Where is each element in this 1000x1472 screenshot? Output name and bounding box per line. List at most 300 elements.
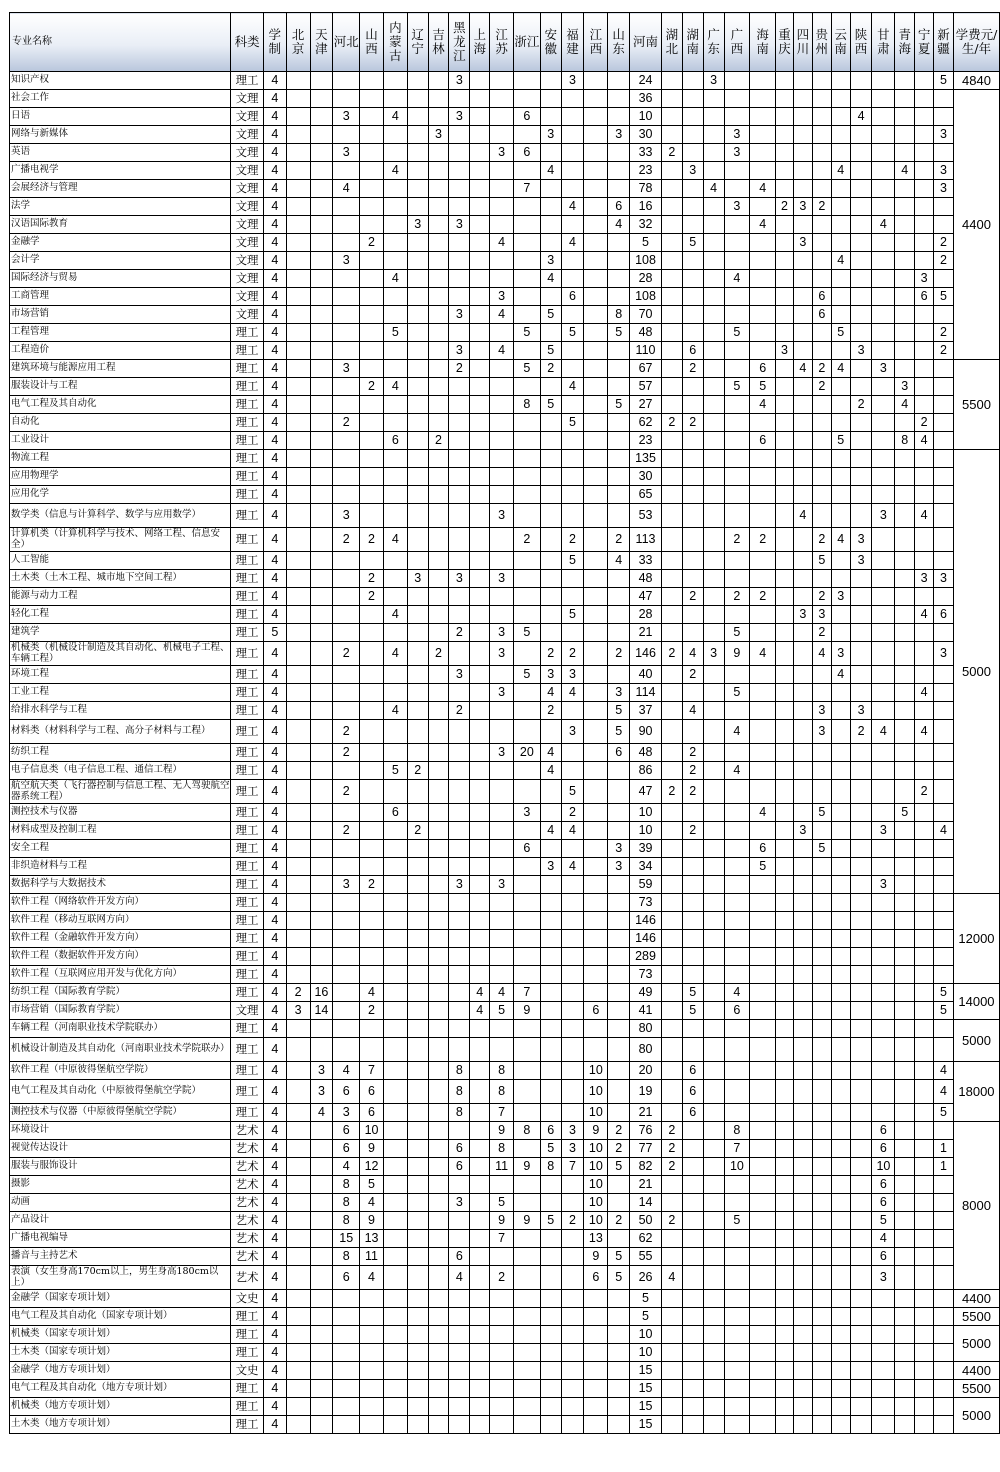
empty-cell [470,504,490,528]
years-cell: 4 [263,486,286,504]
years-cell: 4 [263,1344,286,1362]
empty-cell [812,948,831,966]
empty-cell [812,1002,831,1020]
empty-cell [383,912,407,930]
empty-cell [872,984,895,1002]
quota-cell: 4 [750,180,776,198]
empty-cell [793,1344,812,1362]
empty-cell [850,804,872,822]
empty-cell [776,1002,794,1020]
empty-cell [428,780,449,804]
quota-cell: 86 [630,762,662,780]
empty-cell [895,822,915,840]
empty-cell [608,288,630,306]
years-cell: 4 [263,288,286,306]
quota-cell: 13 [584,1230,608,1248]
empty-cell [407,198,428,216]
empty-cell [776,1158,794,1176]
quota-cell: 9 [490,1212,514,1230]
quota-cell: 5 [682,1002,703,1020]
empty-cell [661,858,682,876]
column-header-province: 安徽 [540,13,561,72]
empty-cell [724,702,750,720]
empty-cell [661,822,682,840]
empty-cell [407,504,428,528]
empty-cell [514,414,541,432]
years-cell: 4 [263,1212,286,1230]
quota-cell: 73 [630,966,662,984]
empty-cell [895,414,915,432]
empty-cell [831,1176,850,1194]
quota-cell: 6 [514,108,541,126]
table-row [10,1230,1000,1248]
empty-cell [470,966,490,984]
empty-cell [776,252,794,270]
empty-cell [812,126,831,144]
quota-cell: 10 [584,1212,608,1230]
empty-cell [286,234,310,252]
empty-cell [407,72,428,90]
empty-cell [682,528,703,552]
empty-cell [812,1248,831,1266]
quota-cell: 34 [630,858,662,876]
empty-cell [812,108,831,126]
table-row [10,1362,1000,1380]
empty-cell [286,624,310,642]
empty-cell [383,180,407,198]
empty-cell [540,984,561,1002]
empty-cell [682,396,703,414]
empty-cell [872,180,895,198]
empty-cell [724,1104,750,1122]
empty-cell [407,324,428,342]
empty-cell [793,432,812,450]
quota-cell: 2 [333,414,360,432]
empty-cell [831,606,850,624]
category-cell: 艺术 [231,1248,264,1266]
empty-cell [407,984,428,1002]
quota-cell: 2 [682,744,703,762]
quota-cell: 39 [630,840,662,858]
empty-cell [934,684,954,702]
empty-cell [793,1080,812,1104]
empty-cell [310,1416,333,1434]
empty-cell [470,822,490,840]
empty-cell [428,720,449,744]
empty-cell [915,126,934,144]
quota-cell: 5 [561,780,584,804]
empty-cell [682,858,703,876]
empty-cell [608,912,630,930]
major-name-cell: 土木类（国家专项计划） [10,1344,231,1362]
empty-cell [934,1266,954,1290]
empty-cell [449,840,470,858]
empty-cell [333,948,360,966]
major-name-cell: 测控技术与仪器（中原彼得堡航空学院） [10,1104,231,1122]
category-cell: 理工 [231,762,264,780]
empty-cell [540,1194,561,1212]
quota-cell: 10 [584,1194,608,1212]
empty-cell [428,1020,449,1038]
empty-cell [449,912,470,930]
empty-cell [514,288,541,306]
empty-cell [286,702,310,720]
quota-cell: 6 [872,1248,895,1266]
empty-cell [682,450,703,468]
empty-cell [934,858,954,876]
empty-cell [895,324,915,342]
major-name-cell: 表演（女生身高170cm以上，男生身高180cm以上） [10,1266,231,1290]
empty-cell [286,72,310,90]
empty-cell [608,762,630,780]
quota-cell: 4 [540,162,561,180]
empty-cell [360,1290,384,1308]
empty-cell [661,588,682,606]
empty-cell [584,1308,608,1326]
category-cell: 理工 [231,840,264,858]
empty-cell [470,1194,490,1212]
empty-cell [540,840,561,858]
empty-cell [383,894,407,912]
empty-cell [584,72,608,90]
empty-cell [750,1398,776,1416]
quota-cell: 3 [703,642,724,666]
empty-cell [776,1212,794,1230]
empty-cell [608,1344,630,1362]
empty-cell [449,504,470,528]
category-cell: 文理 [231,198,264,216]
quota-cell: 4 [540,822,561,840]
years-cell: 4 [263,414,286,432]
quota-cell: 20 [630,1062,662,1080]
years-cell: 4 [263,804,286,822]
empty-cell [470,528,490,552]
empty-cell [895,780,915,804]
empty-cell [703,252,724,270]
empty-cell [383,822,407,840]
empty-cell [286,930,310,948]
category-cell: 理工 [231,1104,264,1122]
empty-cell [750,876,776,894]
empty-cell [872,762,895,780]
quota-cell: 2 [333,720,360,744]
quota-cell: 5 [750,858,776,876]
empty-cell [703,1308,724,1326]
table-row [10,126,1000,144]
empty-cell [793,1308,812,1326]
empty-cell [812,930,831,948]
quota-cell: 8 [333,1194,360,1212]
empty-cell [428,252,449,270]
quota-cell: 2 [608,1122,630,1140]
empty-cell [812,684,831,702]
empty-cell [682,198,703,216]
years-cell: 4 [263,744,286,762]
empty-cell [333,1344,360,1362]
quota-cell: 21 [630,624,662,642]
header-row [10,13,1000,72]
years-cell: 4 [263,570,286,588]
empty-cell [776,360,794,378]
empty-cell [872,684,895,702]
empty-cell [428,822,449,840]
empty-cell [333,162,360,180]
empty-cell [286,360,310,378]
empty-cell [682,1362,703,1380]
empty-cell [934,378,954,396]
empty-cell [286,876,310,894]
empty-cell [793,894,812,912]
quota-cell: 37 [630,702,662,720]
quota-cell: 5 [608,1248,630,1266]
empty-cell [561,1248,584,1266]
empty-cell [490,198,514,216]
quota-cell: 15 [630,1416,662,1434]
quota-cell: 4 [872,216,895,234]
empty-cell [895,912,915,930]
quota-cell: 4 [383,702,407,720]
empty-cell [514,858,541,876]
empty-cell [703,1266,724,1290]
empty-cell [915,588,934,606]
major-name-cell: 机械类（机械设计制造及其自动化、机械电子工程、车辆工程） [11,642,230,664]
empty-cell [286,1176,310,1194]
empty-cell [895,1344,915,1362]
quota-cell: 3 [934,126,954,144]
empty-cell [383,144,407,162]
empty-cell [776,288,794,306]
quota-cell: 3 [540,252,561,270]
quota-cell: 289 [630,948,662,966]
quota-cell: 4 [793,504,812,528]
empty-cell [514,720,541,744]
empty-cell [428,180,449,198]
empty-cell [584,570,608,588]
empty-cell [895,552,915,570]
empty-cell [561,1380,584,1398]
empty-cell [470,414,490,432]
empty-cell [449,288,470,306]
table-row [10,108,1000,126]
years-cell: 4 [263,1380,286,1398]
empty-cell [360,414,384,432]
empty-cell [428,1002,449,1020]
empty-cell [750,1062,776,1080]
empty-cell [286,1290,310,1308]
fee-cell: 4400 [953,1362,999,1380]
empty-cell [407,1416,428,1434]
empty-cell [872,744,895,762]
quota-cell: 6 [333,1080,360,1104]
empty-cell [831,1266,850,1290]
empty-cell [514,306,541,324]
empty-cell [812,1326,831,1344]
empty-cell [812,1122,831,1140]
category-cell: 理工 [231,894,264,912]
empty-cell [428,984,449,1002]
empty-cell [470,468,490,486]
empty-cell [872,1308,895,1326]
empty-cell [470,108,490,126]
empty-cell [934,912,954,930]
empty-cell [831,966,850,984]
empty-cell [872,666,895,684]
empty-cell [310,1326,333,1344]
empty-cell [407,1212,428,1230]
empty-cell [812,1290,831,1308]
empty-cell [831,684,850,702]
empty-cell [310,1398,333,1416]
quota-cell: 10 [630,804,662,822]
empty-cell [449,1002,470,1020]
table-row [10,624,1000,642]
empty-cell [915,702,934,720]
empty-cell [793,1122,812,1140]
table-body [10,72,1000,1434]
empty-cell [915,180,934,198]
empty-cell [661,840,682,858]
empty-cell [750,1416,776,1434]
quota-cell: 4 [724,984,750,1002]
quota-cell: 4 [915,504,934,528]
empty-cell [407,414,428,432]
empty-cell [831,288,850,306]
empty-cell [703,552,724,570]
empty-cell [915,1380,934,1398]
category-cell: 文理 [231,126,264,144]
empty-cell [776,468,794,486]
quota-cell: 3 [333,1104,360,1122]
empty-cell [407,1266,428,1290]
empty-cell [514,822,541,840]
empty-cell [915,1248,934,1266]
empty-cell [310,306,333,324]
major-name-cell: 国际经济与贸易 [10,270,231,288]
empty-cell [750,1362,776,1380]
enrollment-plan-table [9,12,1000,1434]
empty-cell [561,624,584,642]
empty-cell [428,270,449,288]
empty-cell [490,126,514,144]
category-cell: 理工 [231,552,264,570]
empty-cell [703,684,724,702]
category-cell: 理工 [231,822,264,840]
quota-cell: 23 [630,162,662,180]
empty-cell [703,822,724,840]
empty-cell [724,1380,750,1398]
empty-cell [895,360,915,378]
empty-cell [449,822,470,840]
empty-cell [310,1122,333,1140]
empty-cell [850,72,872,90]
empty-cell [584,198,608,216]
quota-cell: 4 [934,1062,954,1080]
empty-cell [286,1380,310,1398]
empty-cell [682,876,703,894]
empty-cell [831,198,850,216]
empty-cell [286,606,310,624]
quota-cell: 5 [383,324,407,342]
empty-cell [724,72,750,90]
table-row [10,780,1000,804]
column-header-province: 江西 [584,13,608,72]
empty-cell [584,1020,608,1038]
empty-cell [793,1194,812,1212]
quota-cell: 4 [561,234,584,252]
empty-cell [895,1158,915,1176]
years-cell: 4 [263,930,286,948]
quota-cell: 4 [915,684,934,702]
empty-cell [682,108,703,126]
empty-cell [310,570,333,588]
table-row [10,1176,1000,1194]
empty-cell [915,252,934,270]
empty-cell [561,1230,584,1248]
empty-cell [831,234,850,252]
quota-cell: 2 [661,642,682,666]
empty-cell [470,720,490,744]
empty-cell [915,642,934,666]
empty-cell [407,1326,428,1344]
empty-cell [850,144,872,162]
major-name-cell: 金融学（国家专项计划） [10,1290,231,1308]
empty-cell [608,486,630,504]
quota-cell: 11 [490,1158,514,1176]
empty-cell [682,720,703,744]
empty-cell [540,1104,561,1122]
quota-cell: 6 [449,1158,470,1176]
years-cell: 4 [263,270,286,288]
empty-cell [561,144,584,162]
empty-cell [934,930,954,948]
empty-cell [428,1140,449,1158]
empty-cell [703,1326,724,1344]
empty-cell [703,780,724,804]
empty-cell [514,780,541,804]
quota-cell: 8 [490,1140,514,1158]
quota-cell: 4 [812,642,831,666]
empty-cell [850,1020,872,1038]
empty-cell [407,666,428,684]
years-cell: 4 [263,306,286,324]
empty-cell [812,1266,831,1290]
empty-cell [584,984,608,1002]
quota-cell: 3 [490,570,514,588]
quota-cell: 1 [934,1140,954,1158]
years-cell: 4 [263,588,286,606]
empty-cell [661,162,682,180]
empty-cell [407,1062,428,1080]
empty-cell [360,912,384,930]
empty-cell [407,432,428,450]
years-cell: 4 [263,912,286,930]
empty-cell [470,234,490,252]
major-name-cell: 软件工程（中原彼得堡航空学院） [10,1062,231,1080]
quota-cell: 2 [724,528,750,552]
quota-cell: 10 [584,1140,608,1158]
empty-cell [383,1230,407,1248]
empty-cell [490,1416,514,1434]
empty-cell [812,912,831,930]
quota-cell: 15 [333,1230,360,1248]
empty-cell [850,1362,872,1380]
empty-cell [812,1038,831,1062]
empty-cell [449,1212,470,1230]
empty-cell [540,1002,561,1020]
empty-cell [514,1194,541,1212]
empty-cell [850,1038,872,1062]
empty-cell [812,762,831,780]
